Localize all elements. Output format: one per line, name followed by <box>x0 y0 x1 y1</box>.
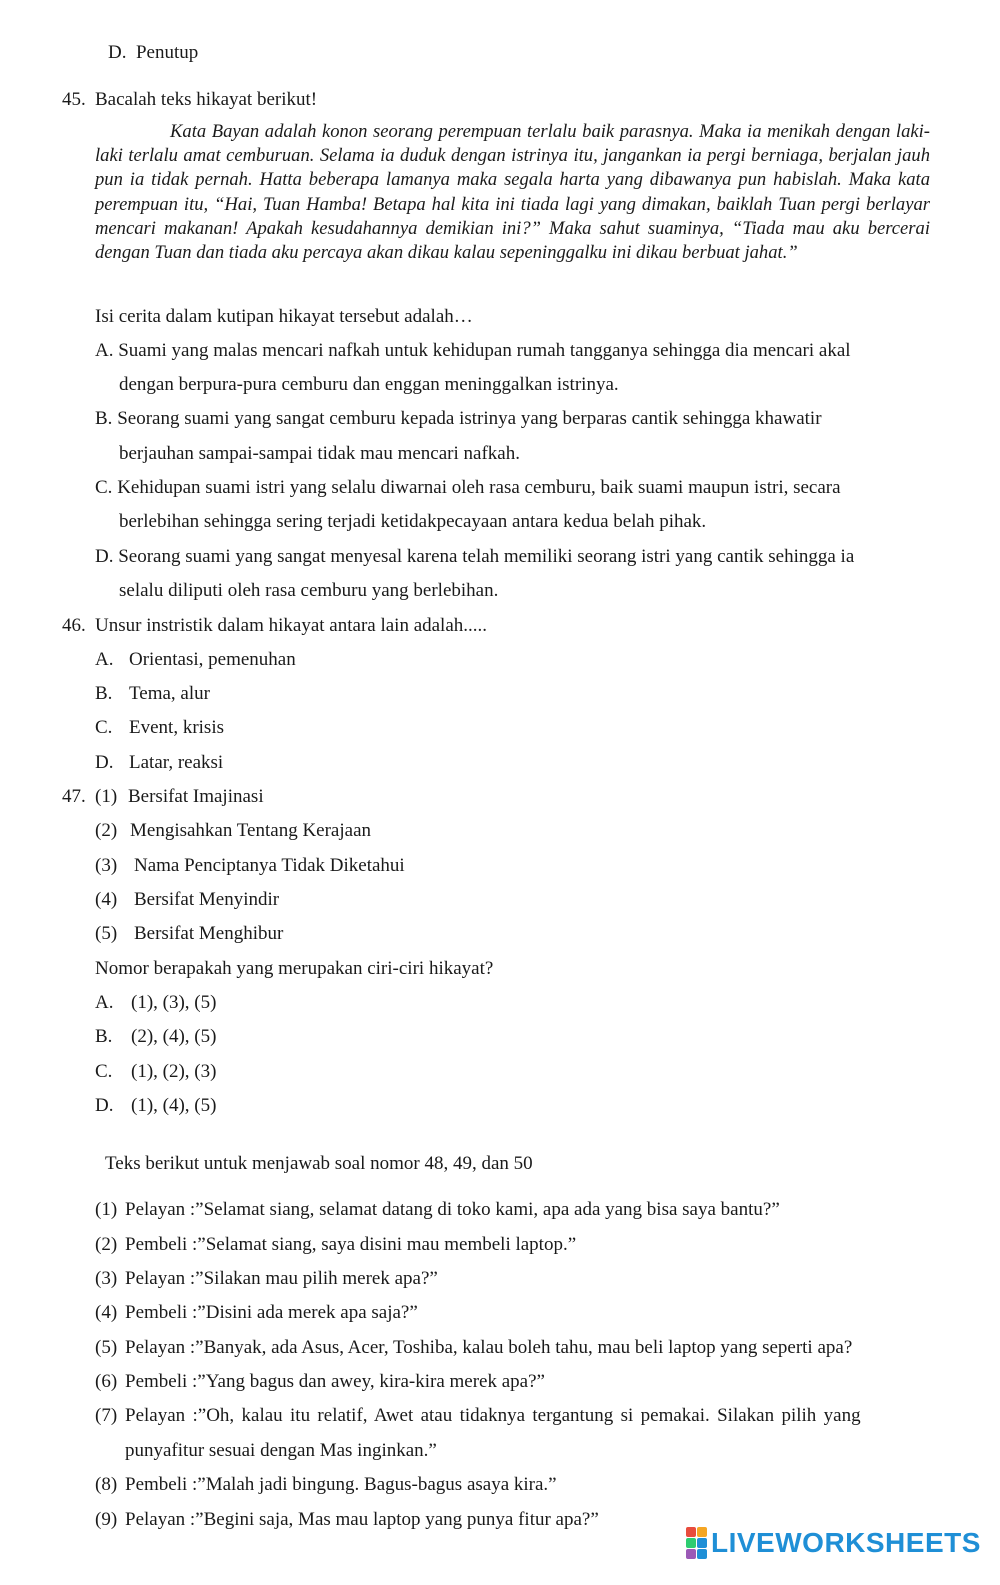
dialog-line-1 <box>95 1199 780 1221</box>
option-letter: B. <box>95 683 113 704</box>
statement-num: (5) <box>95 923 118 944</box>
option-letter: C. <box>95 717 113 738</box>
q47-option-d[interactable] <box>95 1095 216 1117</box>
dialog-line-9 <box>95 1509 599 1531</box>
option-text: Kehidupan suami istri yang selalu diwarnai oleh rasa cemburu, baik suami maupun istri, secara <box>117 477 841 498</box>
q45-question: Isi cerita dalam kutipan hikayat tersebut adalah… <box>95 306 473 327</box>
line-text: Pelayan :”Begini saja, Mas mau laptop yang punya fitur apa?” <box>125 1509 599 1530</box>
option-letter: A. <box>95 992 114 1013</box>
q46-option-a[interactable] <box>95 649 296 671</box>
q47-option-c[interactable] <box>95 1061 216 1083</box>
line-num: (9) <box>95 1509 118 1530</box>
option-text: (1), (4), (5) <box>131 1095 217 1116</box>
line-num: (1) <box>95 1199 118 1220</box>
q47-statement-5 <box>95 923 283 945</box>
statement-num: (2) <box>95 820 118 841</box>
statement-num: (4) <box>95 889 118 910</box>
statement-text: Nama Penciptanya Tidak Diketahui <box>134 855 405 876</box>
option-text: Orientasi, pemenuhan <box>129 649 296 670</box>
q45-option-c-cont: berlebihan sehingga sering terjadi ketidakpecayaan antara kedua belah pihak. <box>119 511 707 532</box>
q46-question: Unsur instristik dalam hikayat antara lain adalah..... <box>95 615 488 636</box>
line-text: Pelayan :”Banyak, ada Asus, Acer, Toshiba, kalau boleh tahu, mau beli laptop yang seperti apa? <box>125 1337 853 1358</box>
q45-option-c[interactable] <box>95 477 841 499</box>
line-text: Pembeli :”Disini ada merek apa saja?” <box>125 1302 418 1323</box>
dialog-line-3 <box>95 1268 438 1290</box>
line-text: Pembeli :”Selamat siang, saya disini mau membeli laptop.” <box>125 1234 577 1255</box>
statement-text: Bersifat Imajinasi <box>128 786 264 807</box>
option-letter: D. <box>108 42 127 63</box>
q47-option-a[interactable] <box>95 992 216 1014</box>
q47-statement-4 <box>95 889 279 911</box>
dialog-line-8 <box>95 1474 557 1496</box>
q47-statement-3 <box>95 855 405 877</box>
dialog-line-6 <box>95 1371 545 1393</box>
q45-option-d-cont: selalu diliputi oleh rasa cemburu yang berlebihan. <box>119 580 499 601</box>
line-num: (3) <box>95 1268 118 1289</box>
option-letter: C. <box>95 1061 113 1082</box>
q47-question: Nomor berapakah yang merupakan ciri-ciri hikayat? <box>95 958 494 979</box>
option-text: Latar, reaksi <box>129 752 224 773</box>
option-letter: A. <box>95 649 114 670</box>
statement-num: (3) <box>95 855 118 876</box>
line-num: (5) <box>95 1337 118 1358</box>
option-text: (1), (3), (5) <box>131 992 217 1013</box>
dialog-intro: Teks berikut untuk menjawab soal nomor 48, 49, dan 50 <box>105 1153 533 1174</box>
liveworksheets-logo <box>686 1526 981 1560</box>
statement-num: (1) <box>95 786 118 807</box>
line-num: (6) <box>95 1371 118 1392</box>
q46-number: 46. <box>62 615 86 636</box>
option-text: (2), (4), (5) <box>131 1026 217 1047</box>
option-letter: B. <box>95 408 113 429</box>
dialog-line-2 <box>95 1234 576 1256</box>
option-letter: C. <box>95 477 113 498</box>
q45-option-a-cont: dengan berpura-pura cemburu dan enggan meninggalkan istrinya. <box>119 374 619 395</box>
q45-number: 45. <box>62 89 86 110</box>
hikayat-passage: Kata Bayan adalah konon seorang perempuan terlalu baik parasnya. Maka ia menikah dengan laki-laki terlalu amat cemburuan. Selama ia duduk dengan istrinya itu, jangankan ia pergi berniaga, berjalan jauh pun ia tidak pernah. Hatta beberapa lamanya maka segala harta yang dibawanya pun habislah. Maka kata perempuan itu, “Hai, Tuan Hamba! Betapa hal kita ini tiada lagi yang dimakan, baiklah Tuan pergi berlayar mencari makanan! Apakah kesudahannya demikian ini?” Maka sahut suaminya, “Tiada mau aku bercerai dengan Tuan dan tiada aku percaya akan dikau kalau sepeninggalku ini dikau berbuat jahat.” <box>95 121 930 264</box>
line-num: (8) <box>95 1474 118 1495</box>
option-text: Tema, alur <box>129 683 210 704</box>
q47-option-b[interactable] <box>95 1026 216 1048</box>
q45-option-a[interactable] <box>95 340 851 362</box>
option-letter: A. <box>95 340 114 361</box>
q46-option-d[interactable] <box>95 752 223 774</box>
line-text: Pelayan :”Oh, kalau itu relatif, Awet atau tidaknya tergantung si pemakai. Silakan pilih yang <box>125 1405 861 1426</box>
option-letter: D. <box>95 1095 114 1116</box>
option-text: Seorang suami yang sangat cemburu kepada istrinya yang berparas cantik sehingga khawatir <box>117 408 822 429</box>
option-text: Event, krisis <box>129 717 224 738</box>
q46-option-c[interactable] <box>95 717 224 739</box>
option-letter: D. <box>95 546 114 567</box>
liveworksheets-logo-icon <box>686 1527 707 1559</box>
option-text: Penutup <box>135 42 199 63</box>
dialog-line-5 <box>95 1337 852 1359</box>
line-num: (2) <box>95 1234 118 1255</box>
liveworksheets-wordmark: LIVEWORKSHEETS <box>711 1527 981 1558</box>
line-text: Pembeli :”Yang bagus dan awey, kira-kira merek apa?” <box>125 1371 545 1392</box>
q46-option-b[interactable] <box>95 683 210 705</box>
dialog-line-7 <box>95 1405 900 1427</box>
statement-text: Bersifat Menyindir <box>134 889 280 910</box>
option-text: (1), (2), (3) <box>131 1061 217 1082</box>
q45-option-d[interactable] <box>95 546 854 568</box>
q45-instruction: Bacalah teks hikayat berikut! <box>95 89 318 110</box>
line-num: (7) <box>95 1405 118 1426</box>
q45-option-b-cont: berjauhan sampai-sampai tidak mau mencari nafkah. <box>119 443 520 464</box>
q47-statement-2 <box>95 820 371 842</box>
option-letter: B. <box>95 1026 113 1047</box>
line-num: (4) <box>95 1302 118 1323</box>
dialog-line-4 <box>95 1302 418 1324</box>
option-text: Suami yang malas mencari nafkah untuk kehidupan rumah tangganya sehingga dia mencari akal <box>118 340 851 361</box>
line-text: Pelayan :”Selamat siang, selamat datang di toko kami, apa ada yang bisa saya bantu?” <box>125 1199 780 1220</box>
line-text: Pembeli :”Malah jadi bingung. Bagus-bagus asaya kira.” <box>125 1474 557 1495</box>
q47-number: 47. <box>62 786 86 807</box>
q45-option-b[interactable] <box>95 408 822 430</box>
statement-text: Mengisahkan Tentang Kerajaan <box>130 820 372 841</box>
q47-statement-1 <box>95 786 264 808</box>
dialog-line-7-cont: punyafitur sesuai dengan Mas inginkan.” <box>125 1440 437 1461</box>
option-letter: D. <box>95 752 114 773</box>
statement-text: Bersifat Menghibur <box>134 923 284 944</box>
option-text: Seorang suami yang sangat menyesal karena telah memiliki seorang istri yang cantik sehingga ia <box>118 546 855 567</box>
line-text: Pelayan :”Silakan mau pilih merek apa?” <box>125 1268 438 1289</box>
q44-option-d <box>108 42 198 64</box>
